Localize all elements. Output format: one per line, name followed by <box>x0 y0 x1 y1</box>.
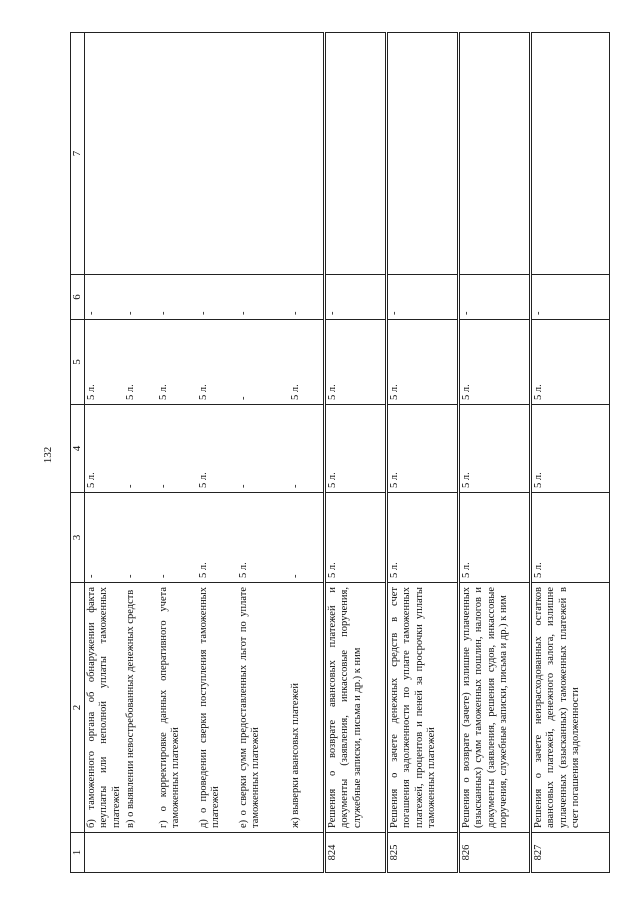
column-5-values <box>84 320 324 405</box>
cell-value: - <box>458 275 530 320</box>
cell-value: 5 л. <box>458 405 530 493</box>
column-3-values <box>84 493 324 583</box>
row-number <box>84 833 324 873</box>
cell-value: 5 л. <box>386 493 458 583</box>
cell-value: - <box>386 275 458 320</box>
cell-value: - <box>157 574 169 578</box>
sub-item-text: б) таможенного органа об обнаружении факта неуплаты или неполной уплаты таможенных платежей <box>85 587 122 828</box>
cell-value: 5 л. <box>530 320 609 405</box>
cell-value: - <box>124 311 136 315</box>
header-cell: 2 <box>71 583 85 833</box>
cell-value: - <box>289 311 301 315</box>
cell-value: - <box>124 574 136 578</box>
rotated-table-container <box>70 33 610 873</box>
cell-value: 5 л. <box>530 405 609 493</box>
cell-value: 5 л. <box>197 562 209 578</box>
notes-cell <box>458 33 530 275</box>
cell-value: - <box>85 574 97 578</box>
cell-value: - <box>237 484 249 488</box>
article-description: Решения о возврате (зачете) излишне уплаченных (взысканных) сумм таможенных пошлин, налогов и документы (заявления, решения судов, инкассовые поручения, служебные записки, письма и др.) к ним <box>458 583 530 833</box>
cell-value: - <box>237 311 249 315</box>
article-number: 826 <box>458 833 530 873</box>
cell-value: 5 л. <box>386 405 458 493</box>
notes-cell <box>84 33 324 275</box>
sub-item-text: д) о проведении сверки поступления таможенных платежей <box>197 587 222 828</box>
header-cell: 4 <box>71 405 85 493</box>
article-number: 827 <box>530 833 609 873</box>
table-row <box>530 33 609 873</box>
cell-value: - <box>157 484 169 488</box>
header-cell: 7 <box>71 33 85 275</box>
cell-value: 5 л. <box>458 493 530 583</box>
cell-value: - <box>324 275 386 320</box>
cell-value: 5 л. <box>237 562 249 578</box>
retention-schedule-table <box>70 32 610 873</box>
cell-value: - <box>289 484 301 488</box>
article-description: Решения о зачете денежных средств в счет погашения задолженности по уплате таможенных платежей, процентов и пеней за просрочки уплаты таможенных платежей <box>386 583 458 833</box>
cell-value: 5 л. <box>85 472 97 488</box>
article-number: 824 <box>324 833 386 873</box>
sub-item-text: г) о корректировке данных оперативного учета таможенных платежей <box>157 587 182 828</box>
cell-value: 5 л. <box>458 320 530 405</box>
cell-value: - <box>197 311 209 315</box>
article-description: Решения о зачете неизрасходованных остатков авансовых платежей, денежного залога, излишне уплаченных (взысканных) таможенных платежей в счет погашения задолженности <box>530 583 609 833</box>
notes-cell <box>530 33 609 275</box>
cell-value: 5 л. <box>324 405 386 493</box>
table-row <box>324 33 386 873</box>
cell-value: 5 л. <box>386 320 458 405</box>
header-cell: 5 <box>71 320 85 405</box>
table-row <box>84 33 324 873</box>
header-cell: 3 <box>71 493 85 583</box>
cell-value: - <box>85 311 97 315</box>
cell-value: - <box>157 311 169 315</box>
cell-value: 5 л. <box>85 384 97 400</box>
notes-cell <box>324 33 386 275</box>
cell-value: 5 л. <box>197 384 209 400</box>
page-number: 132 <box>42 446 54 464</box>
table-row <box>386 33 458 873</box>
column-4-values <box>84 405 324 493</box>
sub-item-text: в) о выявлении невостребованных денежных средств <box>124 589 136 828</box>
article-number: 825 <box>386 833 458 873</box>
cell-value: - <box>237 396 249 400</box>
cell-value: - <box>289 574 301 578</box>
header-row <box>71 33 85 873</box>
cell-value: 5 л. <box>124 384 136 400</box>
cell-value: 5 л. <box>289 384 301 400</box>
cell-value: 5 л. <box>197 472 209 488</box>
cell-value: 5 л. <box>157 384 169 400</box>
sub-item-text: ж) выверки авансовых платежей <box>289 683 301 828</box>
cell-value: - <box>124 484 136 488</box>
cell-value: 5 л. <box>324 320 386 405</box>
header-cell: 6 <box>71 275 85 320</box>
article-description: Решения о возврате авансовых платежей и документы (заявления, инкассовые поручения, служебные записки, письма и др.) к ним <box>324 583 386 833</box>
sub-item-text: е) о сверки сумм предоставленных льгот по уплате таможенных платежей <box>237 587 262 828</box>
cell-value: 5 л. <box>324 493 386 583</box>
article-description <box>84 583 324 833</box>
column-6-values <box>84 275 324 320</box>
notes-cell <box>386 33 458 275</box>
table-row <box>458 33 530 873</box>
header-cell: 1 <box>71 833 85 873</box>
cell-value: - <box>530 275 609 320</box>
cell-value: 5 л. <box>530 493 609 583</box>
